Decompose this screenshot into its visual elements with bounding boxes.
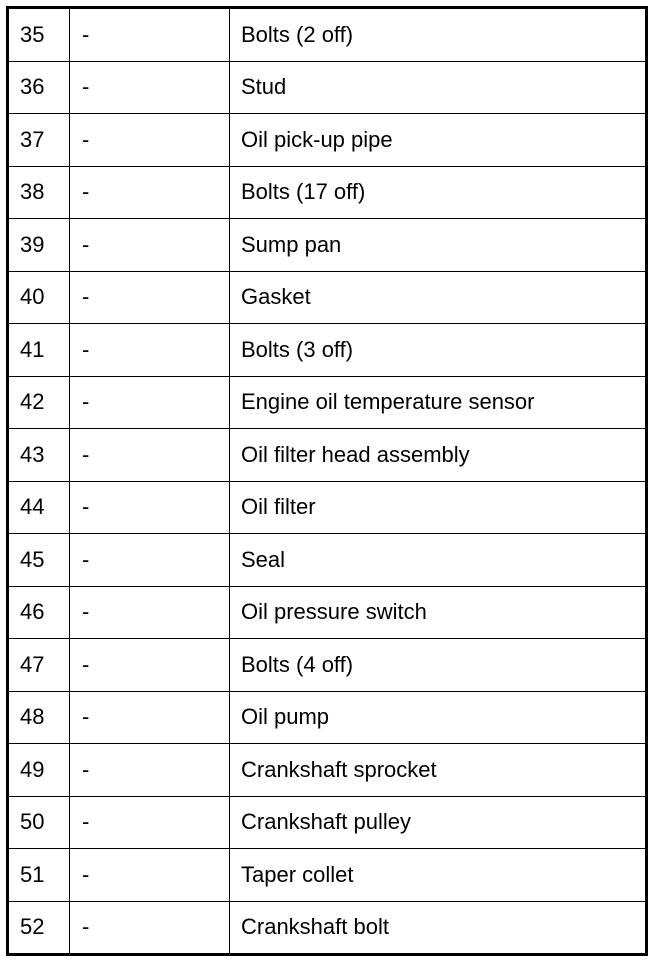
table-row — [8, 61, 647, 114]
separator: - — [70, 61, 230, 114]
separator: - — [70, 586, 230, 639]
part-number: 52 — [8, 901, 70, 955]
table-row — [8, 8, 647, 62]
table-row — [8, 796, 647, 849]
part-description: Seal — [230, 534, 647, 587]
part-description: Stud — [230, 61, 647, 114]
part-description: Oil pick-up pipe — [230, 114, 647, 167]
part-number: 44 — [8, 481, 70, 534]
table-row — [8, 691, 647, 744]
part-description: Bolts (2 off) — [230, 8, 647, 62]
separator: - — [70, 429, 230, 482]
table-row — [8, 849, 647, 902]
part-number: 37 — [8, 114, 70, 167]
table-row — [8, 744, 647, 797]
part-description: Taper collet — [230, 849, 647, 902]
part-description: Engine oil temperature sensor — [230, 376, 647, 429]
separator: - — [70, 901, 230, 955]
part-number: 51 — [8, 849, 70, 902]
separator: - — [70, 8, 230, 62]
separator: - — [70, 271, 230, 324]
separator: - — [70, 744, 230, 797]
part-description: Bolts (17 off) — [230, 166, 647, 219]
separator: - — [70, 376, 230, 429]
part-number: 48 — [8, 691, 70, 744]
part-number: 41 — [8, 324, 70, 377]
table-row — [8, 429, 647, 482]
table-row — [8, 901, 647, 955]
separator: - — [70, 219, 230, 272]
part-number: 40 — [8, 271, 70, 324]
part-description: Oil pump — [230, 691, 647, 744]
part-description: Bolts (4 off) — [230, 639, 647, 692]
table-row — [8, 114, 647, 167]
part-number: 49 — [8, 744, 70, 797]
table-row — [8, 586, 647, 639]
part-number: 36 — [8, 61, 70, 114]
part-number: 38 — [8, 166, 70, 219]
part-description: Oil filter — [230, 481, 647, 534]
part-number: 50 — [8, 796, 70, 849]
table-row — [8, 376, 647, 429]
part-description: Gasket — [230, 271, 647, 324]
part-description: Sump pan — [230, 219, 647, 272]
separator: - — [70, 849, 230, 902]
table-row — [8, 166, 647, 219]
table-row — [8, 271, 647, 324]
part-number: 43 — [8, 429, 70, 482]
part-number: 46 — [8, 586, 70, 639]
part-number: 35 — [8, 8, 70, 62]
separator: - — [70, 166, 230, 219]
part-number: 39 — [8, 219, 70, 272]
table-row — [8, 534, 647, 587]
part-description: Oil filter head assembly — [230, 429, 647, 482]
separator: - — [70, 481, 230, 534]
separator: - — [70, 324, 230, 377]
part-number: 42 — [8, 376, 70, 429]
table-row — [8, 324, 647, 377]
part-number: 45 — [8, 534, 70, 587]
separator: - — [70, 114, 230, 167]
table-row — [8, 639, 647, 692]
parts-table — [6, 6, 648, 956]
part-description: Crankshaft sprocket — [230, 744, 647, 797]
part-description: Crankshaft pulley — [230, 796, 647, 849]
table-row — [8, 481, 647, 534]
part-description: Oil pressure switch — [230, 586, 647, 639]
part-description: Crankshaft bolt — [230, 901, 647, 955]
table-row — [8, 219, 647, 272]
part-description: Bolts (3 off) — [230, 324, 647, 377]
separator: - — [70, 691, 230, 744]
separator: - — [70, 796, 230, 849]
part-number: 47 — [8, 639, 70, 692]
separator: - — [70, 639, 230, 692]
separator: - — [70, 534, 230, 587]
